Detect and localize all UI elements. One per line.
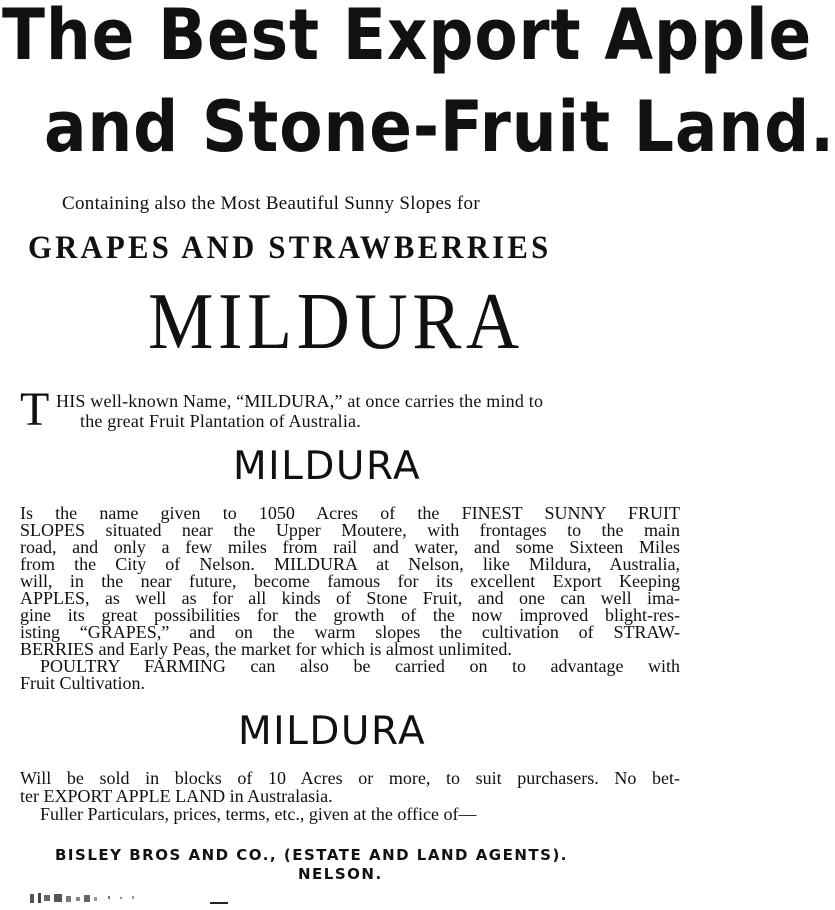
section-2-line: POULTRY FARMING can also be carried on to advantage with [40,656,680,676]
section-3-heading: MILDURA [238,709,427,754]
section-2-line: Is the name given to 1050 Acres of the FINEST SUNNY FRUIT [20,503,680,523]
agents-city: NELSON. [298,865,383,883]
intro-dropcap: T [20,383,50,436]
subheading-line-1: Containing also the Most Beautiful Sunny Slopes for [62,193,480,214]
section-2-line: gine its great possibilities for the growth of the now improved blight-res- [20,605,680,625]
subheading-line-2: GRAPES AND STRAWBERRIES [28,230,552,266]
section-2-line: will, in the near future, become famous for its excellent Export Keeping [20,571,680,591]
headline-line-2: and Stone-Fruit Land. [44,86,835,168]
section-3-line: Will be sold in blocks of 10 Acres or more, to suit purchasers. No bet- [20,768,680,788]
intro-line-1: HIS well-known Name, “MILDURA,” at once carries the mind to [56,391,544,411]
main-title: MILDURA [148,278,524,366]
section-2-heading: MILDURA [233,444,422,489]
section-2-line: APPLES, as well as for all kinds of Stone Fruit, and one can well ima- [20,588,680,608]
section-2-line: road, and only a few miles from rail and water, and some Sixteen Miles [20,537,680,557]
section-2-line: from the City of Nelson. MILDURA at Nelson, like Mildura, Australia, [20,554,680,574]
section-2-line: Fruit Cultivation. [20,673,146,693]
print-smudge-mark [28,888,228,908]
section-2-line: BERRIES and Early Peas, the market for which is almost unlimited. [20,639,512,659]
intro-line-2: the great Fruit Plantation of Australia. [80,411,361,431]
section-3-line: Fuller Particulars, prices, terms, etc., given at the office of— [40,804,477,824]
headline-line-1: The Best Export Apple [2,0,813,76]
section-3-line: ter EXPORT APPLE LAND in Australasia. [20,786,333,806]
section-2-line: SLOPES situated near the Upper Moutere, with frontages to the main [20,520,680,540]
agents-line: BISLEY BROS AND CO., (ESTATE AND LAND AGENTS). [55,846,569,864]
section-2-line: isting “GRAPES,” and on the warm slopes the cultivation of STRAW- [20,622,680,642]
